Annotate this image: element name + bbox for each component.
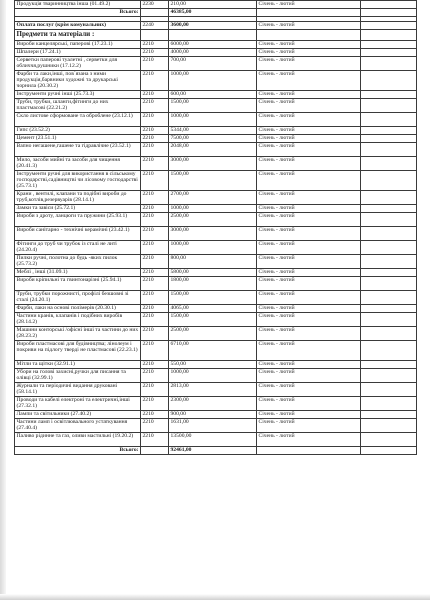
- table-row: [15, 411, 417, 419]
- item-term: Січень - лютий: [257, 327, 361, 341]
- table-row: [15, 1, 417, 9]
- item-extra: [361, 127, 417, 135]
- item-term: Січень - лютий: [257, 113, 361, 127]
- table-row: [15, 313, 417, 327]
- table-row: [15, 171, 417, 191]
- item-code: 2210: [141, 205, 169, 213]
- item-term: Січень - лютий: [257, 49, 361, 57]
- item-extra: [361, 49, 417, 57]
- item-name: Вироби канцелярські, паперові (17.23.1): [15, 41, 141, 49]
- item-extra: [361, 383, 417, 397]
- item-extra: [361, 313, 417, 327]
- item-code: 2210: [141, 369, 169, 383]
- item-code: 2210: [141, 305, 169, 313]
- table-row: [15, 433, 417, 447]
- item-name: Вироби пластмасові для будівництва; лінолеум і покриви на підлогу тверді не пластмасові (22.23.1): [15, 341, 141, 361]
- item-code: 2210: [141, 143, 169, 157]
- item-name: Вапно негашене,гашене та гідравлічне (23.52.1): [15, 143, 141, 157]
- item-term: Січень - лютий: [257, 433, 361, 447]
- table-row: [15, 269, 417, 277]
- table-row: [15, 205, 417, 213]
- table-row: [15, 255, 417, 269]
- item-term: Січень - лютий: [257, 135, 361, 143]
- item-amount: 1500,00: [169, 291, 257, 305]
- item-name: Лампи та світильники (27.40.2): [15, 411, 141, 419]
- table-row: [15, 113, 417, 127]
- item-amount: 4000,00: [169, 49, 257, 57]
- subtotal-amount: 46385,00: [169, 9, 257, 17]
- item-term: Січень - лютий: [257, 171, 361, 191]
- item-code: 2210: [141, 255, 169, 269]
- item-extra: [361, 191, 417, 205]
- item-term: Січень - лютий: [257, 191, 361, 205]
- item-term: Січень - лютий: [257, 71, 361, 91]
- item-extra: [361, 227, 417, 241]
- procurement-table: [14, 0, 417, 455]
- item-amount: 800,00: [169, 255, 257, 269]
- item-code: 2210: [141, 49, 169, 57]
- item-code: 2210: [141, 213, 169, 227]
- item-amount: 1000,00: [169, 241, 257, 255]
- item-code: 2210: [141, 411, 169, 419]
- item-code: 2210: [141, 227, 169, 241]
- item-term: Січень - лютий: [257, 127, 361, 135]
- table-row: [15, 397, 417, 411]
- item-term: Січень - лютий: [257, 383, 361, 397]
- table-row: [15, 213, 417, 227]
- item-term: Січень - лютий: [257, 269, 361, 277]
- section-title: Предмети та матеріали :: [15, 30, 141, 41]
- scan-left-edge: [0, 0, 6, 600]
- utilities-term: Січень - лютий: [257, 22, 361, 30]
- table-row: [15, 241, 417, 255]
- table-row: [15, 91, 417, 99]
- item-term: Січень - лютий: [257, 241, 361, 255]
- item-name: Замки та завіси (25.72.1): [15, 205, 141, 213]
- item-term: Січень - лютий: [257, 213, 361, 227]
- subtotal-extra: [361, 9, 417, 17]
- item-extra: [361, 113, 417, 127]
- item-amount: 7500,00: [169, 135, 257, 143]
- item-code: 2210: [141, 327, 169, 341]
- total-extra: [361, 447, 417, 455]
- utilities-name: Оплата послуг (крім комунальних): [15, 22, 141, 30]
- item-amount: 2500,00: [169, 327, 257, 341]
- item-code: 2210: [141, 361, 169, 369]
- item-term: Січень - лютий: [257, 41, 361, 49]
- item-code: 2210: [141, 397, 169, 411]
- item-extra: [361, 171, 417, 191]
- item-name: Цемент (23.51.1): [15, 135, 141, 143]
- item-extra: [361, 369, 417, 383]
- item-amount: 1500,00: [169, 99, 257, 113]
- item-extra: [361, 277, 417, 291]
- item-term: Січень - лютий: [257, 277, 361, 291]
- item-term: Січень - лютий: [257, 143, 361, 157]
- item-extra: [361, 157, 417, 171]
- table-row: [15, 361, 417, 369]
- item-amount: 3000,00: [169, 227, 257, 241]
- item-extra: [361, 213, 417, 227]
- item-amount: 3000,00: [169, 157, 257, 171]
- item-amount: 550,00: [169, 361, 257, 369]
- item-name: Проводи та кабелі електроні та електричні,інші (27.32.1): [15, 397, 141, 411]
- item-extra: [361, 57, 417, 71]
- item-extra: [361, 1, 417, 9]
- utilities-row: [15, 22, 417, 30]
- subtotal-label: Всього:: [15, 9, 141, 17]
- item-code: 2210: [141, 341, 169, 361]
- item-term: Січень - лютий: [257, 205, 361, 213]
- item-code: 2210: [141, 127, 169, 135]
- item-term: Січень - лютий: [257, 397, 361, 411]
- item-name: Гипс (23.52.2): [15, 127, 141, 135]
- item-extra: [361, 327, 417, 341]
- item-term: Січень - лютий: [257, 313, 361, 327]
- item-amount: 1000,00: [169, 369, 257, 383]
- item-amount: 1631,00: [169, 419, 257, 433]
- utilities-code: 2240: [141, 22, 169, 30]
- item-amount: 900,00: [169, 411, 257, 419]
- item-amount: 2700,00: [169, 191, 257, 205]
- item-code: 2210: [141, 157, 169, 171]
- table-row: [15, 277, 417, 291]
- total-term: [257, 447, 361, 455]
- item-extra: [361, 205, 417, 213]
- item-amount: 13500,00: [169, 433, 257, 447]
- item-name: Журнали та періодичні видання друковані (58.14.1): [15, 383, 141, 397]
- item-name: Меблі , інші (31.09.1): [15, 269, 141, 277]
- table-row: [15, 305, 417, 313]
- item-extra: [361, 361, 417, 369]
- item-amount: 1500,00: [169, 171, 257, 191]
- item-amount: 2048,00: [169, 143, 257, 157]
- item-amount: 6710,00: [169, 341, 257, 361]
- total-label: Всього:: [15, 447, 141, 455]
- subtotal-code: [141, 9, 169, 17]
- item-code: 2210: [141, 313, 169, 327]
- table-row: [15, 291, 417, 305]
- table-row: [15, 191, 417, 205]
- item-term: Січень - лютий: [257, 1, 361, 9]
- item-extra: [361, 41, 417, 49]
- table-row: [15, 383, 417, 397]
- total-code: [141, 447, 169, 455]
- item-name: Фарби та лаки,інші, пов`язана з ними продукція,барвники художні та друкарські чорнила (20.30.2): [15, 71, 141, 91]
- table-row: [15, 143, 417, 157]
- item-name: Пилки ручні, полотна до будь -яких пилок (25.73.2): [15, 255, 141, 269]
- item-amount: 1500,00: [169, 313, 257, 327]
- item-term: Січень - лютий: [257, 419, 361, 433]
- item-term: Січень - лютий: [257, 227, 361, 241]
- table-row: [15, 135, 417, 143]
- table-row: [15, 227, 417, 241]
- item-extra: [361, 397, 417, 411]
- table-row: [15, 327, 417, 341]
- item-code: 2210: [141, 383, 169, 397]
- item-name: Фарби, лаки на основі полімерів (20.30.1): [15, 305, 141, 313]
- table-row: [15, 127, 417, 135]
- table-row: [15, 99, 417, 113]
- item-name: Мітли та щітки (32.91.1): [15, 361, 141, 369]
- utilities-amount: 3600,00: [169, 22, 257, 30]
- item-code: 2210: [141, 41, 169, 49]
- subtotal-term: [257, 9, 361, 17]
- item-term: Січень - лютий: [257, 157, 361, 171]
- item-name: Машини конторські /офісні інші та частини до них (28.23.2): [15, 327, 141, 341]
- item-name: Вироби з дроту, ланцюги та пружини (25.93.1): [15, 213, 141, 227]
- subtotal-row: [15, 9, 417, 17]
- item-name: Убори на голові захисні,ручки для писання та олівці (32.99.1): [15, 369, 141, 383]
- item-code: 2210: [141, 113, 169, 127]
- item-amount: 2813,00: [169, 383, 257, 397]
- item-code: 2210: [141, 99, 169, 113]
- item-extra: [361, 411, 417, 419]
- item-term: Січень - лютий: [257, 57, 361, 71]
- table-row: [15, 49, 417, 57]
- item-name: Вироби кріпильні та гвинтонарізні (25.94.1): [15, 277, 141, 291]
- item-code: 2210: [141, 71, 169, 91]
- item-code: 2210: [141, 433, 169, 447]
- item-name: Інструменти ручні інші (25.73.3): [15, 91, 141, 99]
- item-code: 2210: [141, 91, 169, 99]
- item-name: Вироби санітарно - технічні керамічні (23.42.1): [15, 227, 141, 241]
- item-extra: [361, 91, 417, 99]
- item-amount: 210,00: [169, 1, 257, 9]
- item-name: Крани , вентилі, клапани та подібні вироби до труб,котлів,резервуарів (28.14.1): [15, 191, 141, 205]
- item-code: 2210: [141, 419, 169, 433]
- table-row: [15, 419, 417, 433]
- item-extra: [361, 99, 417, 113]
- table-row: [15, 369, 417, 383]
- item-amount: 4065,00: [169, 305, 257, 313]
- item-extra: [361, 305, 417, 313]
- item-extra: [361, 135, 417, 143]
- utilities-extra: [361, 22, 417, 30]
- item-name: Труби, трубки, шланги,фітинги до них пластмасові (22.21.2): [15, 99, 141, 113]
- item-extra: [361, 433, 417, 447]
- procurement-table-body: [15, 1, 417, 455]
- item-name: Труби, трубки порожнисті, профілі безшовні зі сталі (24.20.1): [15, 291, 141, 305]
- item-extra: [361, 71, 417, 91]
- item-name: Фітинги до труб чи трубок із сталі не литі (24.20.4): [15, 241, 141, 255]
- item-extra: [361, 269, 417, 277]
- item-code: 2210: [141, 277, 169, 291]
- item-extra: [361, 341, 417, 361]
- item-term: Січень - лютий: [257, 305, 361, 313]
- item-code: 2210: [141, 171, 169, 191]
- table-row: [15, 341, 417, 361]
- total-amount: 92461,00: [169, 447, 257, 455]
- total-row: [15, 447, 417, 455]
- item-term: Січень - лютий: [257, 255, 361, 269]
- section-header-row: [15, 30, 417, 41]
- item-amount: 1000,00: [169, 71, 257, 91]
- item-name: Продукція тваринництва інша (01.49.2): [15, 1, 141, 9]
- item-term: Січень - лютий: [257, 411, 361, 419]
- item-amount: 700,00: [169, 57, 257, 71]
- item-name: Інструменти ручні для використання в сільському господарстві,садівництві чи лісовому господарстві (25.73.1): [15, 171, 141, 191]
- table-row: [15, 157, 417, 171]
- item-extra: [361, 143, 417, 157]
- item-name: Серветки паперові туалетні , серветки для обличчя,рушники (17.12.2): [15, 57, 141, 71]
- item-code: 2230: [141, 1, 169, 9]
- item-amount: 1000,00: [169, 205, 257, 213]
- item-name: Шпалери (17.24.1): [15, 49, 141, 57]
- item-amount: 2300,00: [169, 397, 257, 411]
- item-code: 2210: [141, 57, 169, 71]
- item-amount: 5344,00: [169, 127, 257, 135]
- item-amount: 1800,00: [169, 277, 257, 291]
- scan-bottom-edge: [0, 594, 430, 600]
- item-code: 2210: [141, 291, 169, 305]
- item-code: 2210: [141, 241, 169, 255]
- item-term: Січень - лютий: [257, 361, 361, 369]
- item-extra: [361, 241, 417, 255]
- table-row: [15, 71, 417, 91]
- item-term: Січень - лютий: [257, 291, 361, 305]
- item-term: Січень - лютий: [257, 91, 361, 99]
- item-extra: [361, 419, 417, 433]
- item-amount: 2500,00: [169, 213, 257, 227]
- item-name: Частини ламп і освітлювального устаткування (27.40.4): [15, 419, 141, 433]
- item-term: Січень - лютий: [257, 99, 361, 113]
- item-code: 2210: [141, 135, 169, 143]
- table-row: [15, 41, 417, 49]
- item-name: Частини кранів, клапанів і подібних виробів (28.14.2): [15, 313, 141, 327]
- item-code: 2210: [141, 269, 169, 277]
- item-amount: 5800,00: [169, 269, 257, 277]
- item-amount: 1000,00: [169, 113, 257, 127]
- item-code: 2210: [141, 191, 169, 205]
- item-name: Скло листове сформоване та оброблене (23.12.1): [15, 113, 141, 127]
- item-name: Мило, засоби мийні та засоби для чищення (20.41.3): [15, 157, 141, 171]
- item-amount: 6000,00: [169, 41, 257, 49]
- item-term: Січень - лютий: [257, 369, 361, 383]
- item-amount: 600,00: [169, 91, 257, 99]
- item-name: Паливо рідинне та газ, оливи мастильні (19.20.2): [15, 433, 141, 447]
- item-extra: [361, 291, 417, 305]
- item-extra: [361, 255, 417, 269]
- table-row: [15, 57, 417, 71]
- item-term: Січень - лютий: [257, 341, 361, 361]
